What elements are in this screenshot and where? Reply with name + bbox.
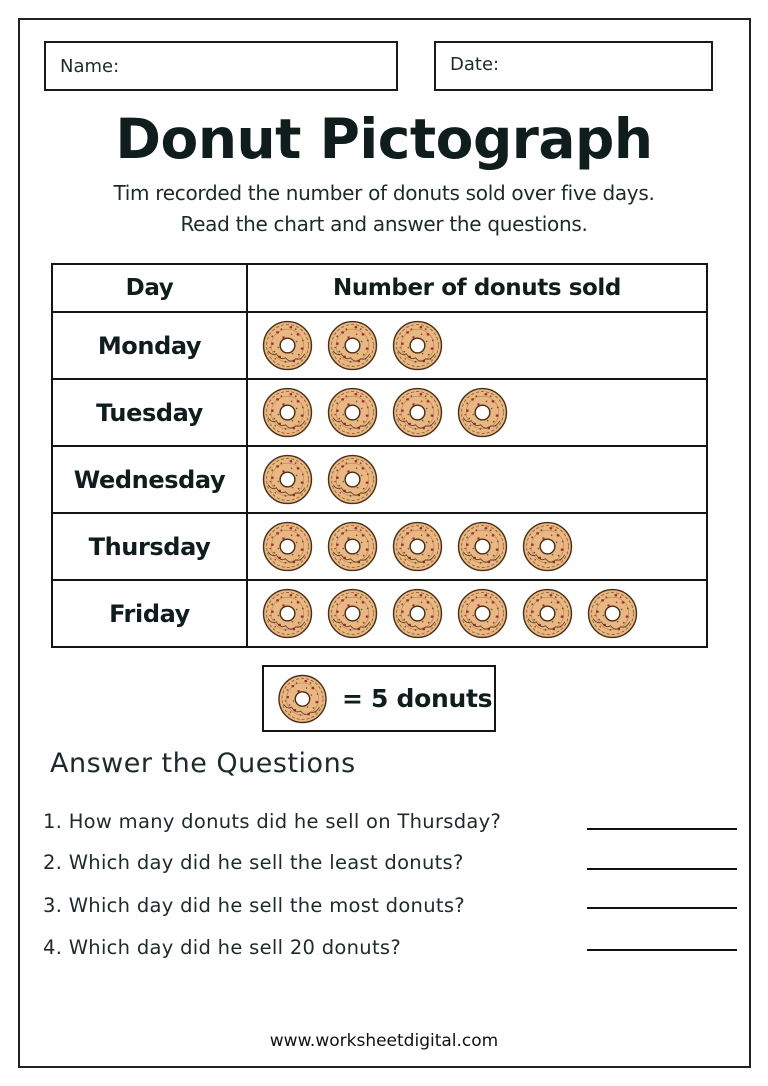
day-label: Monday xyxy=(52,312,247,379)
donut-icons-cell xyxy=(247,312,707,379)
donut-icon xyxy=(327,320,378,371)
instructions-line-2: Read the chart and answer the questions. xyxy=(180,212,588,236)
question-4: 4. Which day did he sell 20 donuts? xyxy=(43,936,402,959)
pictograph-key xyxy=(262,665,496,732)
donut-icon xyxy=(392,588,443,639)
question-1: 1. How many donuts did he sell on Thursday? xyxy=(43,810,502,833)
donut-icon xyxy=(262,588,313,639)
footer-website: www.worksheetdigital.com xyxy=(269,1031,499,1051)
donut-icon xyxy=(262,387,313,438)
day-label: Friday xyxy=(52,580,247,647)
answer-line-1[interactable] xyxy=(587,828,737,830)
donut-icon xyxy=(262,521,313,572)
column-header-day: Day xyxy=(52,264,247,312)
donut-icon xyxy=(392,320,443,371)
answer-line-2[interactable] xyxy=(587,868,737,870)
donut-icons-cell xyxy=(247,580,707,647)
donut-icon xyxy=(327,521,378,572)
table-row xyxy=(52,446,707,513)
donut-icon xyxy=(392,521,443,572)
donut-icon xyxy=(327,588,378,639)
donut-icons-cell xyxy=(247,446,707,513)
table-header-row xyxy=(52,264,707,312)
instructions-line-1: Tim recorded the number of donuts sold over five days. xyxy=(113,181,655,205)
donut-icon xyxy=(457,521,508,572)
donut-icon xyxy=(457,387,508,438)
donut-icons-cell xyxy=(247,379,707,446)
day-label: Thursday xyxy=(52,513,247,580)
column-header-count: Number of donuts sold xyxy=(247,264,707,312)
donut-icon xyxy=(457,588,508,639)
date-label: Date: xyxy=(450,54,500,75)
day-label: Tuesday xyxy=(52,379,247,446)
donut-icon xyxy=(522,521,573,572)
table-row xyxy=(52,312,707,379)
table-row xyxy=(52,379,707,446)
answer-line-4[interactable] xyxy=(587,949,737,951)
date-field[interactable] xyxy=(434,41,713,91)
table-row xyxy=(52,513,707,580)
donut-icon xyxy=(262,320,313,371)
donut-icon xyxy=(277,674,328,724)
donut-icon xyxy=(587,588,638,639)
donut-icons-cell xyxy=(247,513,707,580)
donut-icon xyxy=(522,588,573,639)
question-3: 3. Which day did he sell the most donuts? xyxy=(43,894,465,917)
question-2: 2. Which day did he sell the least donuts? xyxy=(43,851,464,874)
questions-heading: Answer the Questions xyxy=(50,748,356,779)
pictograph-table xyxy=(51,263,708,648)
key-label: = 5 donuts xyxy=(342,684,493,713)
day-label: Wednesday xyxy=(52,446,247,513)
donut-icon xyxy=(327,454,378,505)
table-row xyxy=(52,580,707,647)
donut-icon xyxy=(262,454,313,505)
donut-icon xyxy=(327,387,378,438)
name-field[interactable] xyxy=(44,41,398,91)
donut-icon xyxy=(392,387,443,438)
answer-line-3[interactable] xyxy=(587,907,737,909)
page-title: Donut Pictograph xyxy=(115,107,653,171)
name-label: Name: xyxy=(60,55,120,77)
